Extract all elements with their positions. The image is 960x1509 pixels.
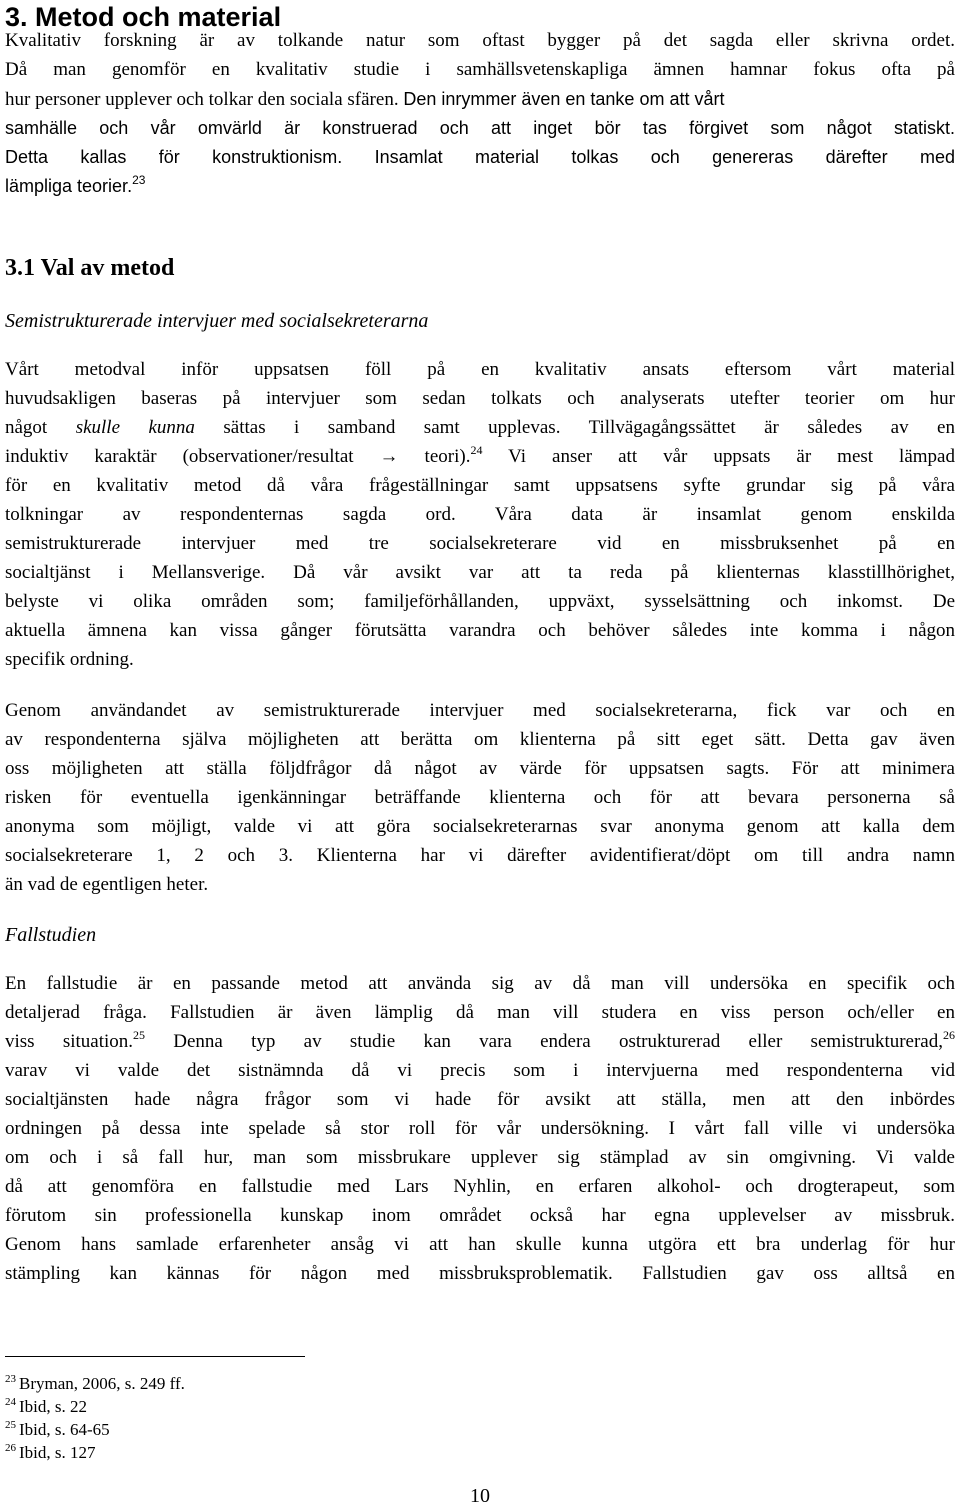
paragraph-line: Vårt metodval inför uppsatsen föll på en kvalitativ ansats eftersom vårt material [5,359,955,380]
footnote-ref: 26 [943,1028,955,1042]
paragraph-line: socialsekreterare 1, 2 och 3. Klienterna har vi därefter avidentifierat/döpt om till andra namn [5,845,955,866]
intro-line: Då man genomför en kvalitativ studie i samhällsvetenskapliga ämnen hamnar fokus ofta på [5,59,955,80]
intro-line: samhälle och vår omvärld är konstruerad och att inget bör tas förgivet som något statiskt. [5,118,955,138]
paragraph-line: induktiv karaktär (observationer/resultat → teori).$^{24}$ Vi anser att vår uppsats är mest lämpad [5,443,955,467]
intro-line: Detta kallas för konstruktionism. Insamlat material tolkas och genereras därefter med [5,147,955,167]
paragraph-line: något skulle kunna sättas i samband samt upplevas. Tillvägagångssättet är således av en [5,417,955,438]
paragraph-line: då att genomföra en fallstudie med Lars Nyhlin, en erfaren alkohol- och drogterapeut, som [5,1176,955,1197]
paragraph-line: semistrukturerade intervjuer med tre socialsekreterare vid en missbruksenhet på en [5,533,955,554]
paragraph-line: Genom användandet av semistrukturerade intervjuer med socialsekreterarna, fick var och en [5,700,955,721]
footnote-divider [5,1356,305,1357]
footnote: $^{26}$ Ibid, s. 127 [5,1442,96,1462]
paragraph-line: socialtjänst i Mellansverige. Då vår avsikt var att ta reda på klienternas klasstillhörighet, [5,562,955,583]
paragraph-line: stämpling kan kännas för någon med missbruksproblematik. Fallstudien gav oss alltså en [5,1263,955,1284]
paragraph-line: tolkningar av respondenternas sagda ord. Våra data är insamlat genom enskilda [5,504,955,525]
intro-line: hur personer upplever och tolkar den sociala sfären. Den inrymmer även en tanke om att vårt [5,89,725,110]
paragraph-line: varav vi valde det sistnämnda då vi precis som i intervjuerna med respondenterna vid [5,1060,955,1081]
paragraph-line: för en kvalitativ metod då våra frågeställningar samt uppsatsens syfte grundar sig på våra [5,475,955,496]
paragraph-line: En fallstudie är en passande metod att använda sig av då man vill undersöka en specifik och [5,973,955,994]
paragraph-line: huvudsakligen baseras på intervjuer som sedan tolkats och analyserats utefter teorier om hur [5,388,955,409]
arrow-symbol: → [379,446,399,467]
footnote-ref: 24 [470,443,483,457]
paragraph-line: belyste vi olika områden som; familjeförhållanden, uppväxt, sysselsättning och inkomst. De [5,591,955,612]
paragraph-line: av respondenterna själva möjligheten att berätta om klienterna på sitt eget sätt. Detta gav även [5,729,955,750]
intro-line: Kvalitativ forskning är av tolkande natur som oftast bygger på det sagda eller skrivna ordet. [5,30,955,51]
paragraph-line: oss möjligheten att ställa följdfrågor då något av värde för uppsatsen sagts. För att minimera [5,758,955,779]
subheading-case-study: Fallstudien [5,924,97,946]
paragraph-line: detaljerad fråga. Fallstudien är även lämplig då man vill studera en viss person och/eller en [5,1002,955,1023]
subsection-title: 3.1 Val av metod [5,255,175,281]
paragraph-line: socialtjänsten hade några frågor som vi hade för avsikt att ställa, men att den inbördes [5,1089,955,1110]
subheading-interviews: Semistrukturerade intervjuer med socialsekreterarna [5,310,429,332]
paragraph-line: än vad de egentligen heter. [5,874,209,895]
paragraph-line: om och i så fall hur, man som missbrukare upplever sig stämplad av sin omgivning. Vi valde [5,1147,955,1168]
paragraph-line: ordningen på dessa inte spelade så stor roll för vår undersökning. I vårt fall ville vi undersöka [5,1118,955,1139]
paragraph-line: anonyma som möjligt, valde vi att göra socialsekreterarnas svar anonyma genom att kalla dem [5,816,955,837]
paragraph-line: viss situation.$^{25}$ Denna typ av studie kan vara endera ostrukturerad eller semistrukturerad,$^{26}$ [5,1028,955,1052]
section-title: 3. Metod och material [5,2,282,32]
page-number: 10 [470,1485,490,1507]
paragraph-line: specifik ordning. [5,649,134,670]
paragraph-line: aktuella ämnena kan vissa gånger förutsätta varandra och behöver således inte komma i någon [5,620,955,641]
footnote: $^{25}$ Ibid, s. 64-65 [5,1419,110,1439]
intro-line: lämpliga teorier.$^{23}$ [5,173,146,196]
paragraph-line: förutom sin professionella kunskap inom området också har egna upplevelser av missbruk. [5,1205,955,1226]
footnote: $^{23}$ Bryman, 2006, s. 249 ff. [5,1373,185,1393]
paragraph-line: Genom hans samlade erfarenheter ansåg vi att han skulle kunna utgöra ett bra underlag för hur [5,1234,955,1255]
footnote-ref: 23 [132,173,146,187]
footnote-ref: 25 [133,1028,146,1042]
footnote: $^{24}$ Ibid, s. 22 [5,1396,87,1416]
paragraph-line: risken för eventuella igenkänningar beträffande klienterna och för att bevara personerna så [5,787,955,808]
